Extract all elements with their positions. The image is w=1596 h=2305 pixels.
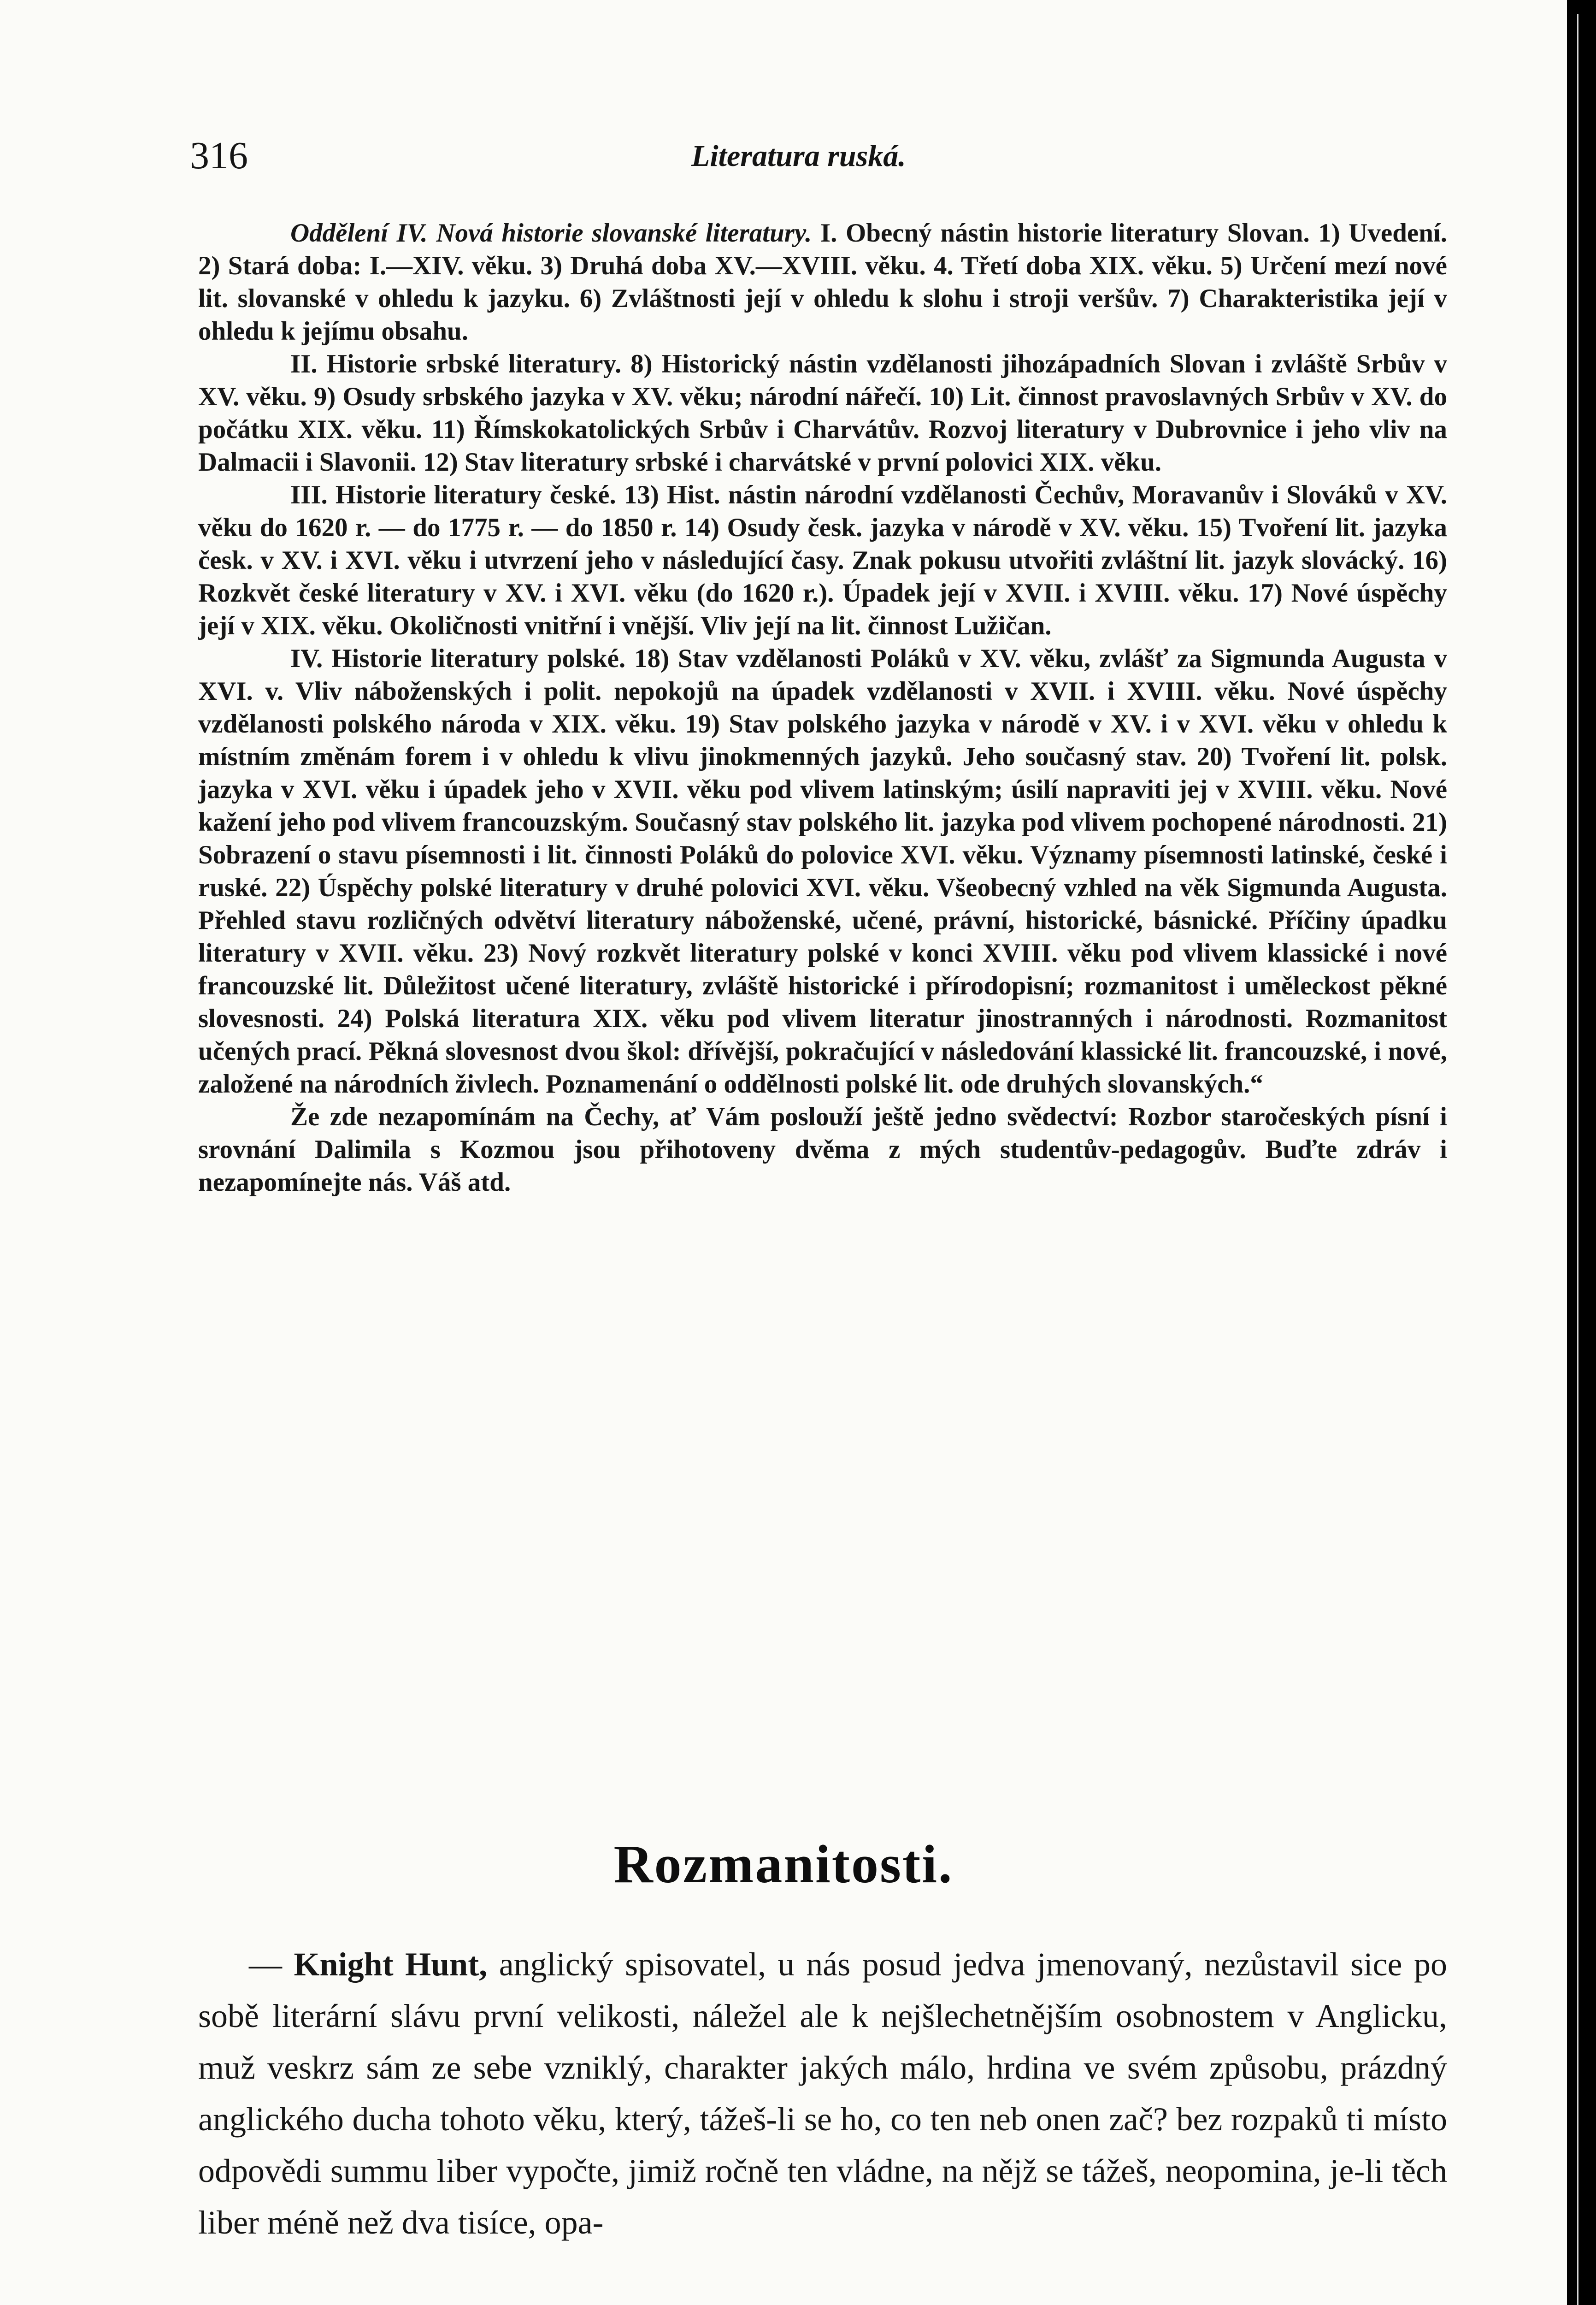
paragraph-text: anglický spisovatel, u nás posud jedva jmenovaný, nezůstavil sice po sobě literární slávu první velikosti, náležel ale k nejšlechetnějším osobnostem v Anglicku, muž veskrz sám ze sebe vzniklý, charakter jakých málo, hrdina ve svém způsobu, prázdný anglického ducha tohoto věku, který, tážeš-li se ho, co ten neb onen zač? bez rozpaků ti místo odpovědi summu liber vypočte, jimiž ročně ten vládne, na nějž se tážeš, neopomina, je-li těch liber méně než dva tisíce, opa-	[198, 1946, 1448, 2241]
scan-border-line	[1577, 14, 1578, 2305]
dash-lead: —	[249, 1946, 294, 1983]
curriculum-section	[198, 217, 1447, 1199]
section-heading: Rozmanitosti.	[613, 1834, 954, 1894]
part-ii-paragraph: II. Historie srbské literatury. 8) Historický nástin vzdělanosti jihozápadních Slovan i zvláště Srbův v XV. věku. 9) Osudy srbského jazyka v XV. věku; národní nářečí. 10) Lit. činnost pravoslavných Srbův v XV. do počátku XIX. věku. 11) Římskokatolických Srbův i Charvátův. Rozvoj literatury v Dubrovnice i jeho vliv na Dalmacii i Slavonii. 12) Stav literatury srbské i charvátské v první polovici XIX. věku.	[198, 349, 1447, 477]
page-number: 316	[190, 134, 248, 177]
closing-paragraph: Že zde nezapomínám na Čechy, ať Vám poslouží ještě jedno svědectví: Rozbor staročeských písní i srovnání Dalimila s Kozmou jsou přihotoveny dvěma z mých studentův-pedagogův. Buďte zdráv i nezapomínejte nás. Váš atd.	[198, 1102, 1447, 1197]
section-title: Nová historie slovanské literatury.	[436, 219, 812, 248]
rozmanitosti-body	[198, 1939, 1447, 2248]
part-i-text: I. Obecný nástin historie literatury Slovan. 1) Uvedení. 2) Stará doba: I.—XIV. věku. 3) Druhá doba XV.—XVIII. věku. 4. Třetí doba XIX. věku. 5) Určení mezí nové lit. slovanské v ohledu k jazyku. 6) Zvláštnosti její v ohledu k slohu i stroji veršův. 7) Charakteristika její v ohledu k jejímu obsahu.	[198, 219, 1448, 346]
part-iii-paragraph: III. Historie literatury české. 13) Hist. nástin národní vzdělanosti Čechův, Moravanův i Slováků v XV. věku do 1620 r. — do 1775 r. — do 1850 r. 14) Osudy česk. jazyka v národě v XV. věku. 15) Tvoření lit. jazyka česk. v XV. i XVI. věku i utvrzení jeho v následující časy. Znak pokusu utvořiti zvláštní lit. jazyk slovácký. 16) Rozkvět české literatury v XV. i XVI. věku (do 1620 r.). Úpadek její v XVII. i XVIII. věku. 17) Nové úspěchy její v XIX. věku. Okoličnosti vnitřní i vnější. Vliv její na lit. činnost Lužičan.	[198, 480, 1447, 640]
running-head: Literatura ruská.	[691, 139, 906, 173]
part-iv-paragraph: IV. Historie literatury polské. 18) Stav vzdělanosti Poláků v XV. věku, zvlášť za Sigmunda Augusta v XVI. v. Vliv náboženských i polit. nepokojů na úpadek vzdělanosti v XVII. i XVIII. věku. Nové úspěchy vzdělanosti polského národa v XIX. věku. 19) Stav polského jazyka v národě v XV. i v XVI. věku v ohledu k místním změnám forem i v ohledu k vlivu jinokmenných jazyků. Jeho současný stav. 20) Tvoření lit. polsk. jazyka v XVI. věku i úpadek jeho v XVII. věku pod vlivem latinským; úsilí napraviti jej v XVIII. věku. Nové kažení jeho pod vlivem francouzským. Současný stav polského lit. jazyka pod vlivem pochopené národnosti. 21) Sobrazení o stavu písemnosti i lit. činnosti Poláků do polovice XVI. věku. Významy písemnosti latinské, české i ruské. 22) Úspěchy polské literatury v druhé polovici XVI. věku. Všeobecný vzhled na věk Sigmunda Augusta. Přehled stavu rozličných odvětví literatury náboženské, učené, právní, historické, básnické. Příčiny úpadku literatury v XVII. věku. 23) Nový rozkvět literatury polské v konci XVIII. věku pod vlivem klassické i nové francouzské lit. Důležitost učené literatury, zvláště historické i přírodopisní; rozmanitost i uměleckost pěkné slovesnosti. 24) Polská literatura XIX. věku pod vlivem literatur jinostranných i národnosti. Rozmanitost učených prací. Pěkná slovesnost dvou škol: dřívější, pokračující v následování klassické lit. francouzské, i nové, založené na národních živlech. Poznamenání o oddělnosti polské lit. ode druhých slovanských.“	[198, 644, 1447, 1099]
person-name: Knight Hunt,	[294, 1946, 488, 1983]
scan-border	[1567, 0, 1596, 2305]
section-iv-paragraph	[198, 217, 1447, 348]
section-label: Oddělení IV.	[290, 219, 428, 248]
knight-hunt-paragraph	[198, 1939, 1447, 2248]
